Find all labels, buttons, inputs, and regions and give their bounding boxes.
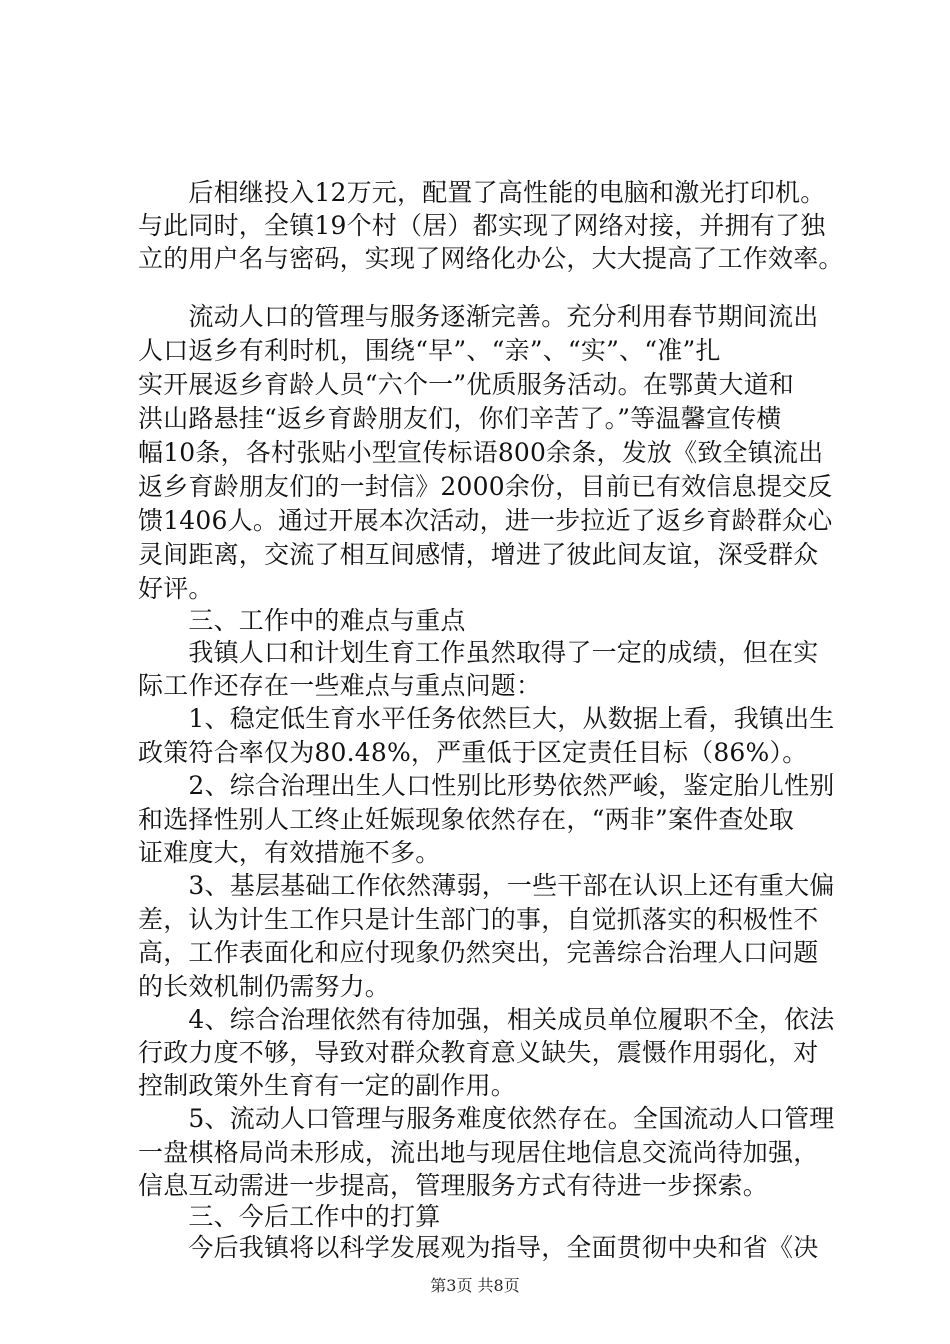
text-line: 1、稳定低生育水平任务依然巨大，从数据上看，我镇出生 (138, 704, 835, 733)
text-line: 返乡育龄朋友们的一封信》2000余份，目前已有效信息提交反 (138, 472, 833, 501)
section-heading: 三、今后工作中的打算 (138, 1202, 441, 1231)
text-line: 实开展返乡育龄人员“六个一”优质服务活动。在鄂黄大道和 (138, 370, 794, 399)
text-line: 2、综合治理出生人口性别比形势依然严峻，鉴定胎儿性别 (138, 771, 835, 800)
text-line: 证难度大，有效措施不多。 (138, 838, 441, 867)
text-line: 控制政策外生育有一定的副作用。 (138, 1071, 517, 1100)
text-line: 4、综合治理依然有待加强，相关成员单位履职不全，依法 (138, 1005, 835, 1034)
text-line: 幅10条，各村张贴小型宣传标语800余条，发放《致全镇流出 (138, 438, 824, 467)
page-footer: 第3页 共8页 (430, 1276, 520, 1295)
text-line: 际工作还存在一些难点与重点问题： (138, 671, 542, 700)
text-line: 的长效机制仍需努力。 (138, 972, 391, 1001)
text-line: 立的用户名与密码，实现了网络化办公，大大提高了工作效率。 (138, 244, 844, 273)
section-heading: 三、工作中的难点与重点 (138, 606, 466, 635)
text-line: 我镇人口和计划生育工作虽然取得了一定的成绩，但在实 (138, 638, 819, 667)
text-line: 流动人口的管理与服务逐渐完善。充分利用春节期间流出 (138, 302, 819, 331)
text-line: 5、流动人口管理与服务难度依然存在。全国流动人口管理 (138, 1104, 835, 1133)
text-line: 差，认为计生工作只是计生部门的事，自觉抓落实的积极性不 (138, 905, 819, 934)
text-line: 高，工作表面化和应付现象仍然突出，完善综合治理人口问题 (138, 938, 819, 967)
text-line: 信息互动需进一步提高，管理服务方式有待进一步探索。 (138, 1171, 769, 1200)
text-line: 政策符合率仅为80.48%，严重低于区定责任目标（86%）。 (138, 738, 808, 767)
text-line: 灵间距离，交流了相互间感情，增进了彼此间友谊，深受群众 (138, 540, 819, 569)
text-line: 好评。 (138, 574, 214, 603)
text-line: 与此同时，全镇19个村（居）都实现了网络对接，并拥有了独 (138, 211, 826, 240)
text-line: 洪山路悬挂“返乡育龄朋友们，你们辛苦了。”等温馨宣传横 (138, 404, 782, 433)
text-line: 人口返乡有利时机，围绕“早”、“亲”、“实”、“准”扎 (138, 336, 721, 365)
text-line: 行政力度不够，导致对群众教育意义缺失，震慑作用弱化，对 (138, 1038, 819, 1067)
text-line: 一盘棋格局尚未形成，流出地与现居住地信息交流尚待加强， (138, 1138, 819, 1167)
text-line: 今后我镇将以科学发展观为指导，全面贯彻中央和省《决 (138, 1233, 819, 1262)
text-line: 和选择性别人工终止妊娠现象依然存在，“两非”案件查处取 (138, 805, 794, 834)
text-line: 馈1406人。通过开展本次活动，进一步拉近了返乡育龄群众心 (138, 506, 833, 535)
text-line: 后相继投入12万元，配置了高性能的电脑和激光打印机。 (138, 178, 826, 207)
text-line: 3、基层基础工作依然薄弱，一些干部在认识上还有重大偏 (138, 871, 835, 900)
